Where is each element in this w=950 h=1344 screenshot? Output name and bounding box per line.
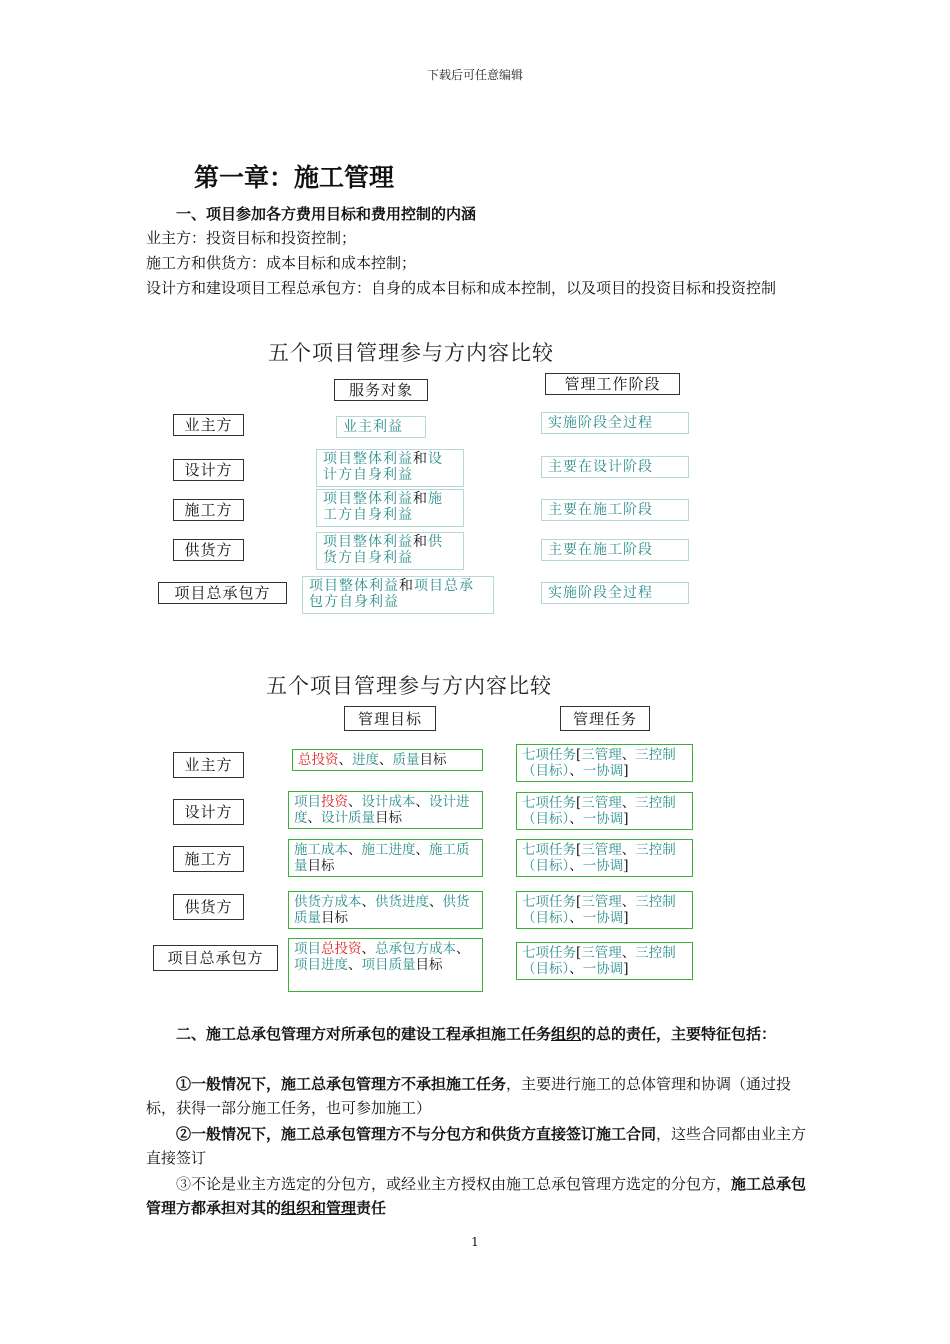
section2-item2 (146, 1122, 810, 1170)
goal-text: 、 (348, 842, 362, 858)
goal-text: 项目进度 (294, 957, 348, 973)
task-text: 三管理 (581, 795, 622, 811)
goal-text: 、 (361, 941, 375, 957)
party-box: 项目总承包方 (153, 945, 278, 971)
service-object-text: 设计方自身利益 (323, 451, 443, 483)
goal-text: 设计进度 (294, 794, 470, 826)
diagram1-title: 五个项目管理参与方内容比较 (268, 341, 554, 365)
service-object-box (316, 449, 464, 487)
goal-text: 施工进度 (361, 842, 416, 858)
task-text: 、 (569, 910, 583, 926)
section2-item1 (146, 1072, 810, 1120)
management-goal-box (288, 938, 483, 992)
task-text: 、 (569, 858, 583, 874)
task-text: 、 (621, 747, 636, 763)
item3-rest: ③不论是业主方选定的分包方，或经业主方授权由施工总承包管理方选定的分包方， (176, 1175, 732, 1193)
goal-text: 目标 (419, 752, 447, 768)
party-box: 业主方 (173, 752, 244, 778)
item2-rest: ，这些合同都由业主方直接签订 (146, 1125, 807, 1167)
goal-text: 、 (348, 794, 362, 810)
section2-heading-underlined: 组织 (551, 1025, 582, 1043)
task-text: ] (623, 858, 629, 874)
task-text: 一协调 (582, 763, 624, 779)
section1-line: 业主方：投资目标和投资控制； (146, 229, 357, 247)
section1-line: 设计方和建设项目工程总承包方：自身的成本目标和成本控制，以及项目的投资目标和投资控制 (146, 279, 777, 297)
task-text: 三控制（目标） (522, 747, 676, 779)
chapter-title: 第一章：施工管理 (194, 163, 395, 192)
diagram2-col2-header: 管理任务 (560, 706, 650, 731)
goal-text: 投资 (321, 794, 348, 810)
stage-box: 主要在设计阶段 (541, 456, 689, 478)
service-object-text: 项目整体利益 (323, 451, 413, 467)
task-text: 七项任务 (522, 842, 576, 858)
goal-text: 目标 (375, 810, 402, 826)
service-object-text: 项目整体利益 (309, 578, 399, 594)
page-number: 1 (471, 1235, 479, 1249)
item3-bold1: 施工总承包管理方都承担对其的 (146, 1175, 807, 1217)
service-object-text: 业主利益 (343, 419, 403, 435)
party-box: 供货方 (173, 539, 244, 561)
task-text: 三控制（目标） (522, 795, 676, 827)
stage-box: 主要在施工阶段 (541, 539, 689, 561)
service-object-box (316, 489, 464, 527)
goal-text: 设计质量 (321, 810, 375, 826)
management-task-box (516, 792, 693, 830)
goal-text: 供货方成本 (294, 894, 362, 910)
item1-rest: ，主要进行施工的总体管理和协调（通过投标，获得一部分施工任务，也可参加施工） (146, 1075, 792, 1117)
goal-text: 供货进度 (375, 894, 429, 910)
party-box: 设计方 (173, 799, 244, 825)
task-text: ] (623, 763, 629, 779)
section2-item3 (146, 1172, 810, 1220)
task-text: 一协调 (582, 961, 624, 977)
goal-text: 供货质量 (294, 894, 470, 926)
goal-text: 总投资 (321, 941, 362, 957)
task-text: 一协调 (582, 910, 624, 926)
section1-line: 施工方和供货方：成本目标和成本控制； (146, 254, 417, 272)
goal-text: 、 (429, 894, 443, 910)
item3-underlined: 组织和管理 (281, 1199, 357, 1217)
task-text: 三管理 (581, 945, 622, 961)
task-text: 三控制（目标） (522, 945, 676, 977)
task-text: 、 (569, 961, 583, 977)
task-text: ] (623, 961, 629, 977)
party-box: 设计方 (173, 459, 244, 481)
service-object-text: 总承包方自身利益 (309, 578, 474, 610)
section2-heading-part1: 二、施工总承包管理方对所承包的建设工程承担施工任务 (176, 1025, 552, 1043)
management-goal-box (288, 839, 483, 877)
party-box: 供货方 (173, 894, 244, 920)
task-text: [ (576, 842, 582, 858)
service-object-text: 和 (399, 578, 414, 594)
goal-text: 项目质量 (361, 957, 416, 973)
task-text: 七项任务 (522, 945, 576, 961)
task-text: [ (576, 894, 582, 910)
service-object-text: 项目整体利益 (323, 491, 413, 507)
goal-text: 项目 (294, 941, 321, 957)
page-header: 下载后可任意编辑 (426, 68, 523, 82)
task-text: 一协调 (582, 858, 624, 874)
service-object-box (302, 576, 494, 614)
service-object-text: 施工方自身利益 (323, 491, 443, 523)
task-text: 三管理 (581, 842, 622, 858)
party-box: 项目总承包方 (158, 582, 287, 604)
diagram1-col1-header: 服务对象 (334, 379, 428, 401)
goal-text: 、 (456, 941, 470, 957)
section2-heading-part2: 的总的责任，主要特征包括： (581, 1025, 777, 1043)
stage-box: 实施阶段全过程 (541, 582, 689, 604)
party-box: 施工方 (173, 846, 244, 872)
goal-text: 质量 (392, 752, 420, 768)
task-text: 三管理 (581, 894, 622, 910)
party-box: 施工方 (173, 499, 244, 521)
service-object-box (336, 416, 426, 438)
section1-heading: 一、项目参加各方费用目标和费用控制的内涵 (176, 205, 477, 223)
service-object-text: 和 (413, 451, 428, 467)
goal-text: 、 (415, 842, 429, 858)
management-task-box (516, 942, 693, 980)
task-text: 、 (569, 811, 583, 827)
management-goal-box (288, 891, 483, 929)
task-text: 三控制（目标） (522, 894, 676, 926)
item1-bold: ①一般情况下，施工总承包管理方不承担施工任务 (176, 1075, 507, 1093)
service-object-text: 和 (413, 491, 428, 507)
service-object-box (316, 532, 464, 570)
task-text: 三管理 (581, 747, 622, 763)
goal-text: 进度 (352, 752, 379, 768)
stage-box: 实施阶段全过程 (541, 412, 689, 434)
task-text: 、 (621, 795, 636, 811)
task-text: 、 (569, 763, 583, 779)
service-object-text: 项目 (414, 578, 444, 594)
goal-text: 项目 (294, 794, 321, 810)
service-object-text: 项目整体利益 (323, 534, 413, 550)
task-text: 七项任务 (522, 795, 576, 811)
section2-heading (146, 1022, 810, 1046)
item2-bold: ②一般情况下，施工总承包管理方不与分包方和供货方直接签订施工合同 (176, 1125, 657, 1143)
goal-text: 、 (415, 794, 429, 810)
goal-text: 、 (307, 810, 321, 826)
diagram2-col1-header: 管理目标 (344, 706, 436, 731)
task-text: 、 (621, 894, 636, 910)
diagram1-col2-header: 管理工作阶段 (545, 373, 680, 395)
goal-text: 目标 (307, 858, 335, 874)
goal-text: 总投资 (298, 752, 339, 768)
task-text: [ (576, 795, 582, 811)
goal-text: 目标 (415, 957, 443, 973)
task-text: ] (623, 811, 629, 827)
party-box: 业主方 (173, 414, 244, 436)
task-text: 、 (621, 842, 636, 858)
task-text: 三控制（目标） (522, 842, 676, 874)
goal-text: 、 (338, 752, 352, 768)
task-text: 七项任务 (522, 894, 576, 910)
goal-text: 总承包方成本 (375, 941, 456, 957)
goal-text: 、 (348, 957, 362, 973)
diagram2-title: 五个项目管理参与方内容比较 (266, 674, 552, 698)
goal-text: 目标 (321, 910, 348, 926)
service-object-text: 和 (413, 534, 428, 550)
task-text: ] (623, 910, 629, 926)
management-task-box (516, 891, 693, 929)
management-goal-box (288, 791, 483, 829)
service-object-text: 供货方自身利益 (323, 534, 443, 566)
management-task-box (516, 839, 693, 877)
goal-text: 施工成本 (294, 842, 348, 858)
task-text: [ (576, 945, 582, 961)
task-text: 一协调 (582, 811, 624, 827)
goal-text: 施工质量 (294, 842, 470, 874)
goal-text: 、 (361, 894, 375, 910)
management-goal-box (292, 749, 483, 771)
goal-text: 设计成本 (361, 794, 416, 810)
task-text: [ (576, 747, 582, 763)
task-text: 七项任务 (522, 747, 576, 763)
task-text: 、 (621, 945, 636, 961)
stage-box: 主要在施工阶段 (541, 499, 689, 521)
item3-bold2: 责任 (356, 1199, 387, 1217)
management-task-box (516, 744, 693, 782)
goal-text: 、 (379, 752, 393, 768)
